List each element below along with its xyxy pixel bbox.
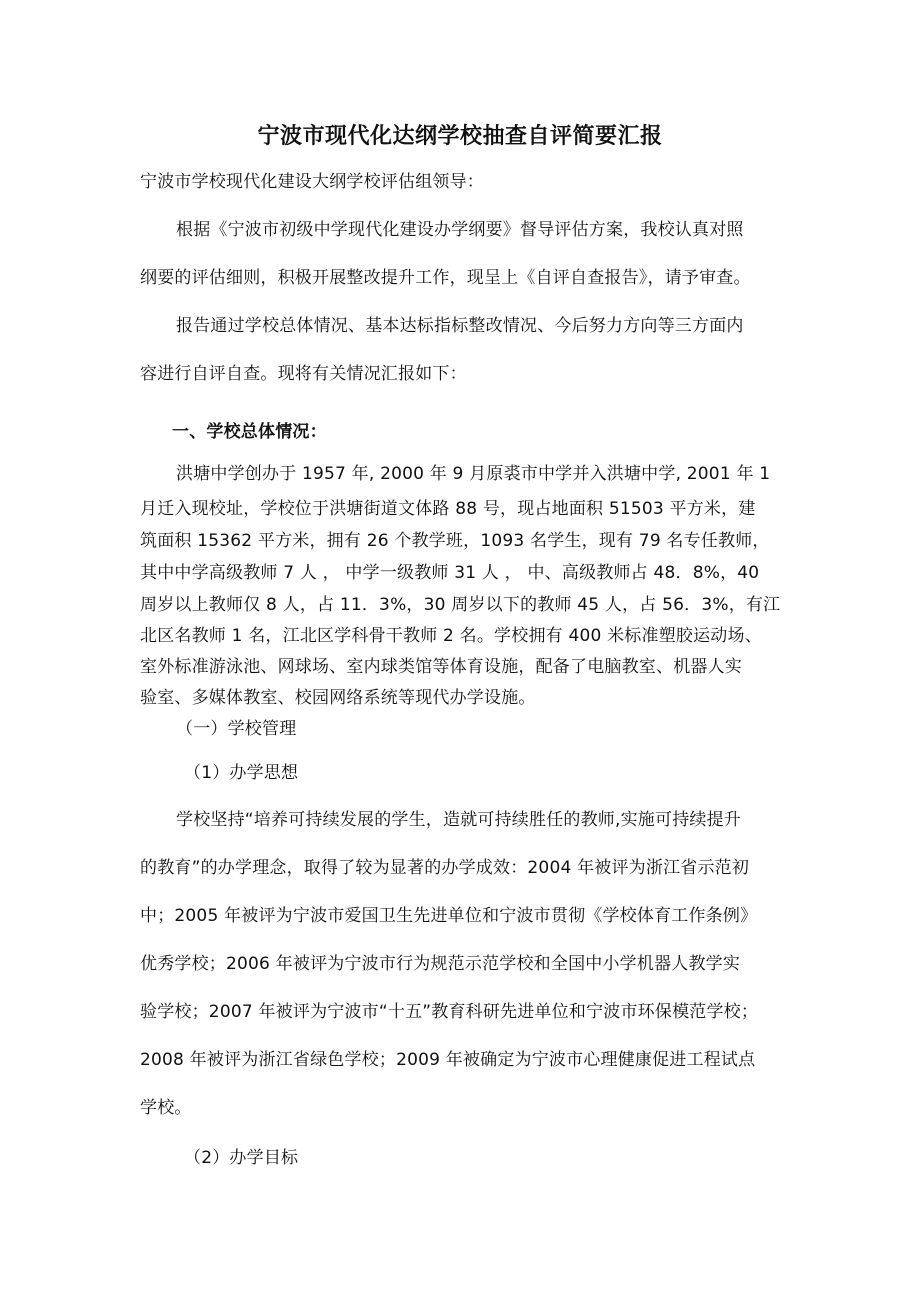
paragraph-line: 筑面积 15362 平方米，拥有 26 个教学班，1093 名学生，现有 79 名专任教师， <box>140 531 770 551</box>
paragraph-line: 室外标准游泳池、网球场、室内球类馆等体育设施，配备了电脑教室、机器人实 <box>140 657 742 677</box>
paragraph-line: 其中中学高级教师 7 人 ， 中学一级教师 31 人 ， 中、高级教师占 48．8%，40 <box>140 563 760 583</box>
paragraph-line: 学校。 <box>140 1098 192 1118</box>
paragraph-line: 纲要的评估细则，积极开展整改提升工作，现呈上《自评自查报告》，请予审查。 <box>140 268 751 288</box>
paragraph-line: 北区名教师 1 名，江北区学科骨干教师 2 名。学校拥有 400 米标准塑胶运动场、 <box>140 626 762 646</box>
paragraph-line: 优秀学校；2006 年被评为宁波市行为规范示范学校和全国中小学机器人教学实 <box>140 954 741 974</box>
document-title: 宁波市现代化达纲学校抽查自评简要汇报 <box>257 124 663 149</box>
section-heading: 一、学校总体情况： <box>172 422 327 442</box>
paragraph-line: 学校坚持“培养可持续发展的学生，造就可持续胜任的教师,实施可持续提升 <box>176 810 742 830</box>
paragraph-line: 验室、多媒体教室、校园网络系统等现代办学设施。 <box>140 688 536 708</box>
paragraph-line: 报告通过学校总体情况、基本达标指标整改情况、今后努力方向等三方面内 <box>176 316 744 336</box>
paragraph-line: 月迁入现校址，学校位于洪塘街道文体路 88 号，现占地面积 51503 平方米，建 <box>140 499 756 519</box>
salutation-line: 宁波市学校现代化建设大纲学校评估组领导： <box>140 172 484 192</box>
paragraph-line: 洪塘中学创办于 1957 年, 2000 年 9 月原裘市中学并入洪塘中学, 2001 年 1 <box>176 464 771 484</box>
paragraph-line: 周岁以上教师仅 8 人，占 11．3%，30 周岁以下的教师 45 人，占 56．3%，有江 <box>140 595 781 615</box>
subsection-heading: （一）学校管理 <box>176 719 297 739</box>
paragraph-line: 容进行自评自查。现将有关情况汇报如下： <box>140 364 467 384</box>
paragraph-line: 中；2005 年被评为宁波市爱国卫生先进单位和宁波市贯彻《学校体育工作条例》 <box>140 906 758 926</box>
paragraph-line: 的教育”的办学理念，取得了较为显著的办学成效：2004 年被评为浙江省示范初 <box>140 858 750 878</box>
paragraph-line: 验学校；2007 年被评为宁波市“十五”教育科研先进单位和宁波市环保模范学校； <box>140 1002 759 1022</box>
paragraph-line: 2008 年被评为浙江省绿色学校；2009 年被确定为宁波市心理健康促进工程试点 <box>140 1050 756 1070</box>
subsection-heading: （2）办学目标 <box>184 1148 299 1168</box>
subsection-heading: （1）办学思想 <box>184 763 299 783</box>
paragraph-line: 根据《宁波市初级中学现代化建设办学纲要》督导评估方案，我校认真对照 <box>176 220 744 240</box>
